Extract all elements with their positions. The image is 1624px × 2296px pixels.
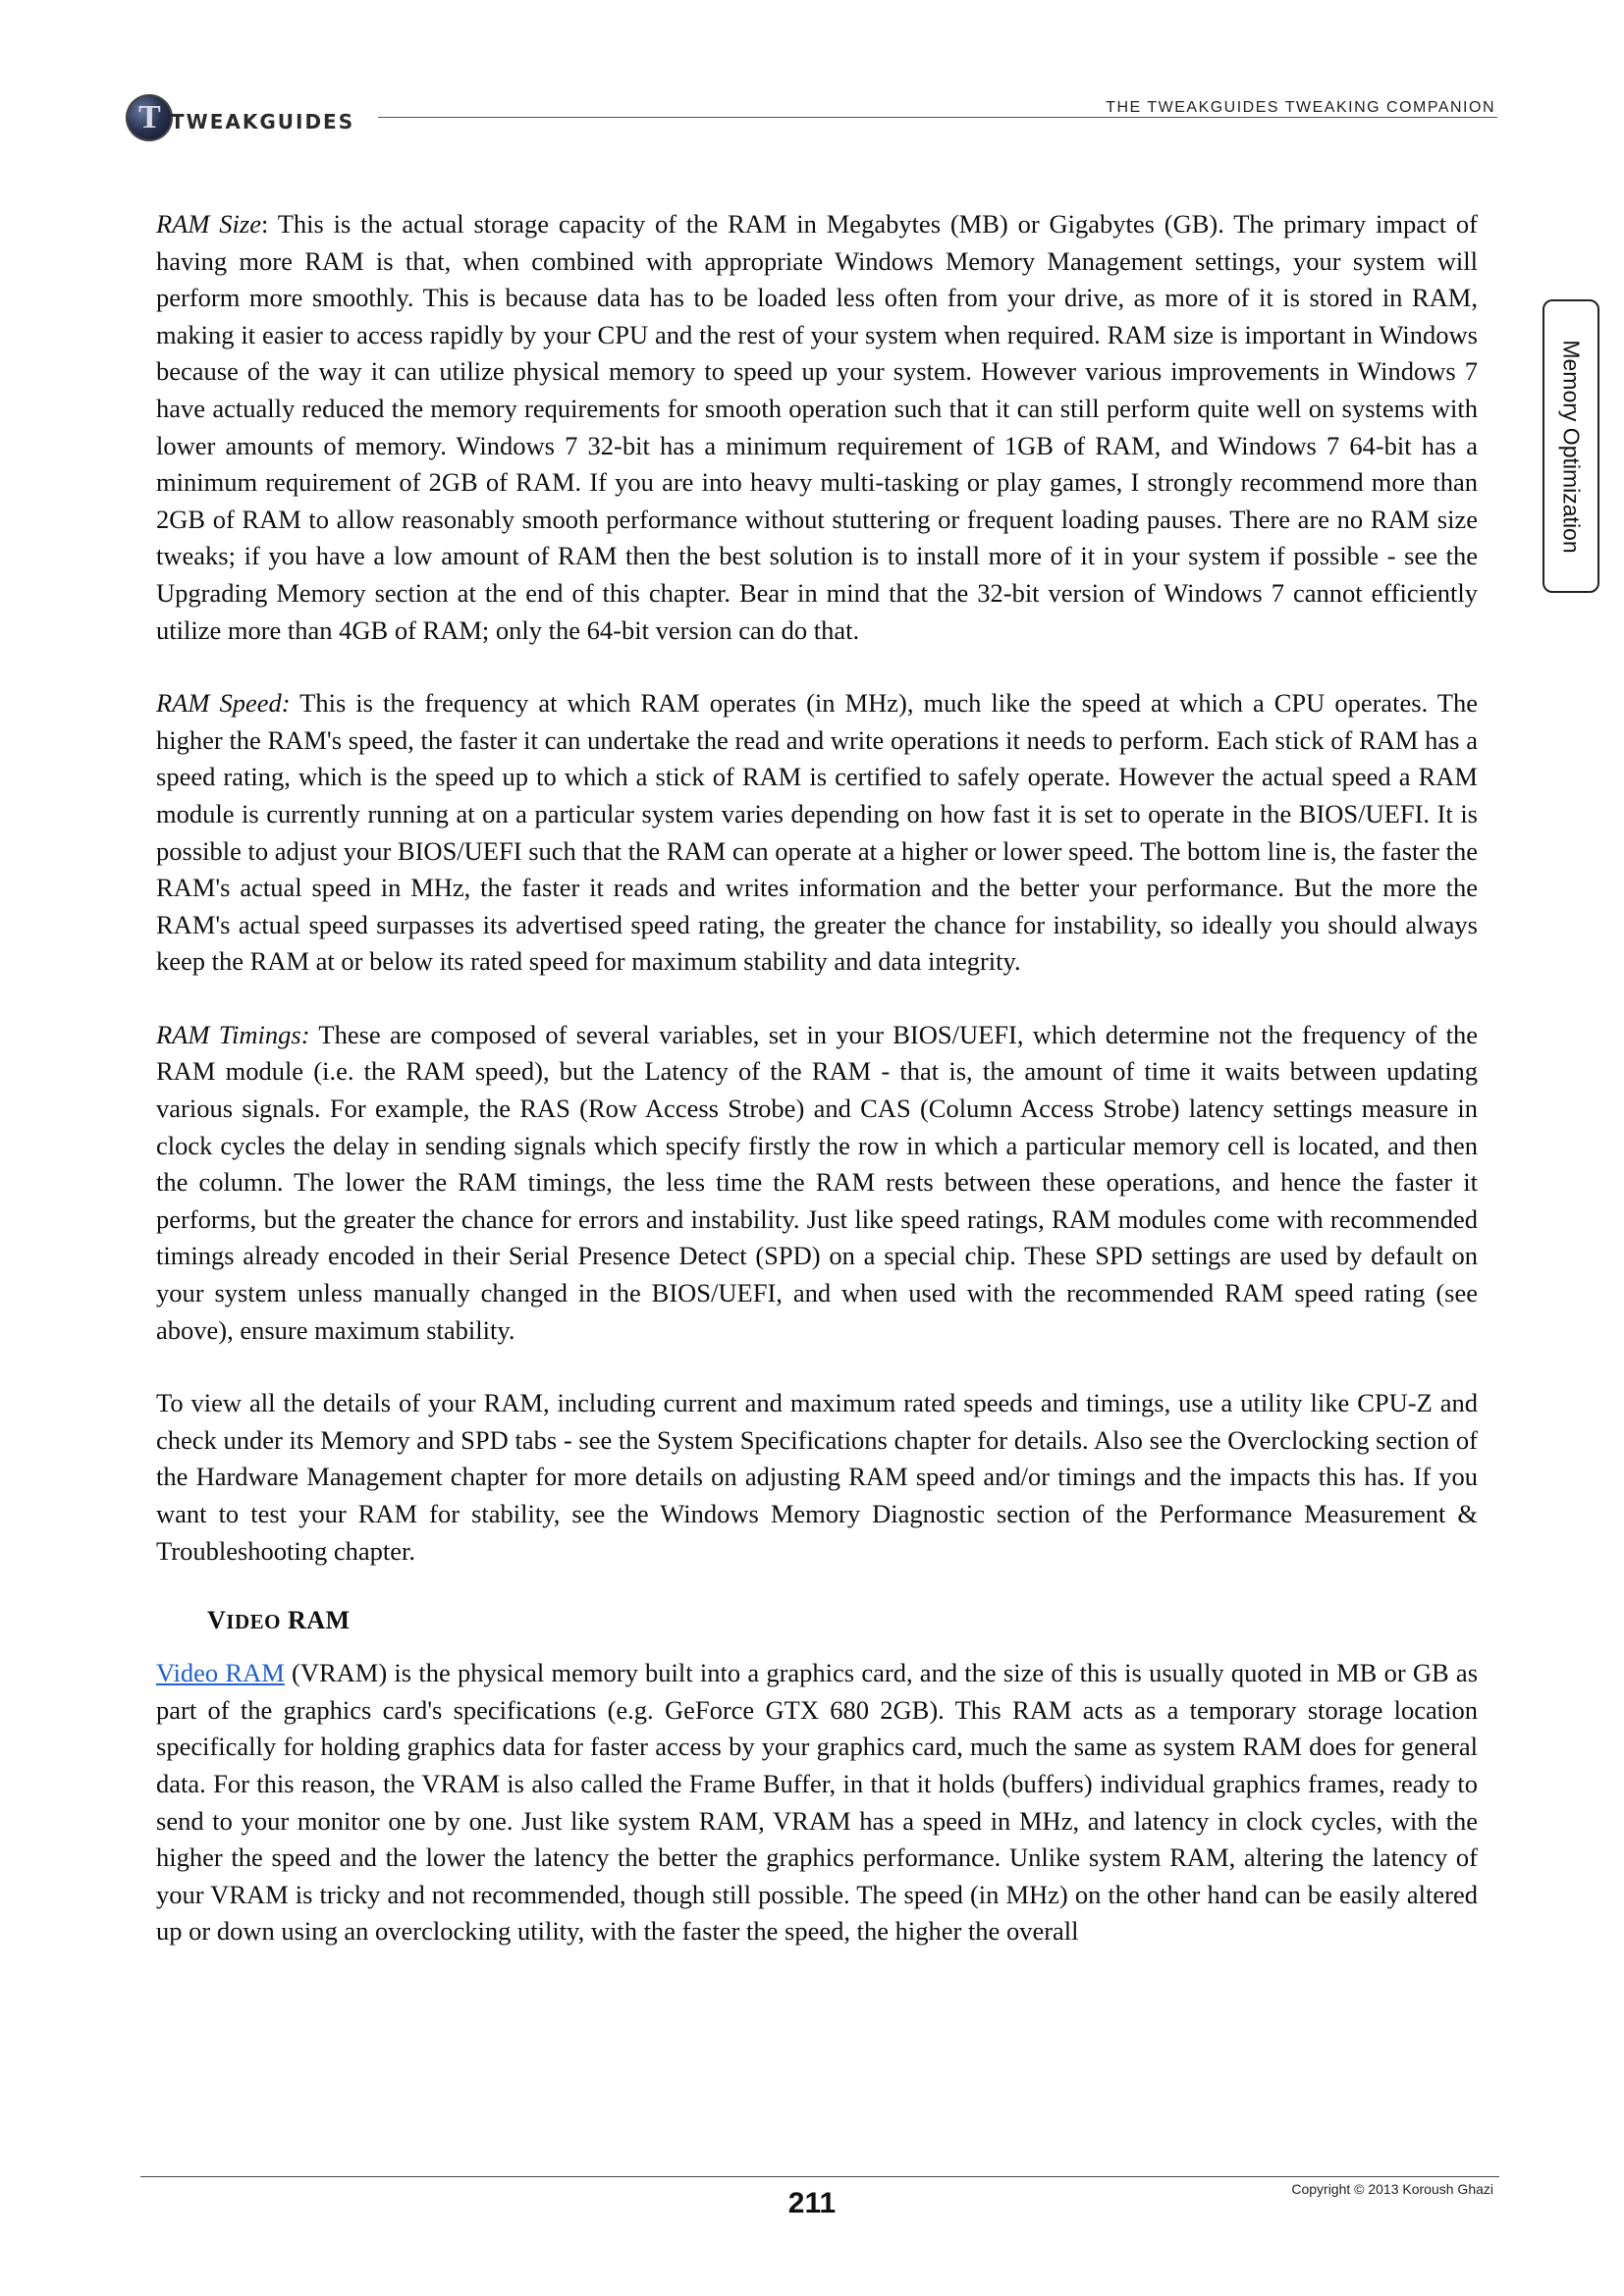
header-title: THE TWEAKGUIDES TWEAKING COMPANION <box>1106 99 1495 116</box>
globe-icon: T <box>126 94 173 141</box>
section-heading-video-ram: VIDEO RAM <box>207 1606 351 1635</box>
paragraph-ram-timings: RAM Timings: These are composed of several variables, set in your BIOS/UEFI, which determine not the frequency of the RAM module (i.e. the RAM speed), but the Latency of the RAM - that is, the amount of time it waits between updating various signals. For example, the RAS (Row Access Strobe) and CAS (Column Access Strobe) latency settings measure in clock cycles the delay in sending signals which specify firstly the row in which a particular memory cell is located, and then the column. The lower the RAM timings, the less time the RAM rests between these operations, and hence the faster it performs, but the greater the chance for errors and instability. Just like speed ratings, RAM modules come with recommended timings already encoded in their Serial Presence Detect (SPD) on a special chip. These SPD settings are used by default on your system unless manually changed in the BIOS/UEFI, and when used with the recommended RAM speed rating (see above), ensure maximum stability. <box>156 1019 1478 1345</box>
paragraph-ram-speed: RAM Speed: This is the frequency at which RAM operates (in MHz), much like the speed at which a CPU operates. The higher the RAM's speed, the faster it can undertake the read and write operations it needs to perform. Each stick of RAM has a speed rating, which is the speed up to which a stick of RAM is certified to safely operate. However the actual speed a RAM module is currently running at on a particular system varies depending on how fast it is set to operate in the BIOS/UEFI. It is possible to adjust your BIOS/UEFI such that the RAM can operate at a higher or lower speed. The bottom line is, the faster the RAM's actual speed in MHz, the faster it reads and writes information and the better your performance. But the more the RAM's actual speed surpasses its advertised speed rating, the greater the chance for instability, so ideally you should always keep the RAM at or below its rated speed for maximum stability and data integrity. <box>156 688 1478 977</box>
document-body <box>156 206 1478 1987</box>
tweakguides-logo[interactable] <box>126 94 371 143</box>
paragraph-ram-size: RAM Size: This is the actual storage capacity of the RAM in Megabytes (MB) or Gigabytes (GB). The primary impact of having more RAM is that, when combined with appropriate Windows Memory Management settings, your system will perform more smoothly. This is because data has to be loaded less often from your drive, as more of it is stored in RAM, making it easier to access rapidly by your CPU and the rest of your system when required. RAM size is important in Windows because of the way it can utilize physical memory to speed up your system. However various improvements in Windows 7 have actually reduced the memory requirements for smooth operation such that it can still perform quite well on systems with lower amounts of memory. Windows 7 32-bit has a minimum requirement of 1GB of RAM, and Windows 7 64-bit has a minimum requirement of 2GB of RAM. If you are into heavy multi-tasking or play games, I strongly recommend more than 2GB of RAM to allow reasonably smooth performance without stuttering or frequent loading pauses. There are no RAM size tweaks; if you have a low amount of RAM then the best solution is to install more of it in your system if possible - see the Upgrading Memory section at the end of this chapter. Bear in mind that the 32-bit version of Windows 7 cannot efficiently utilize more than 4GB of RAM; only the 64-bit version can do that. <box>156 209 1479 645</box>
paragraph-video-ram: Video RAM (VRAM) is the physical memory built into a graphics card, and the size of this is usually quoted in MB or GB as part of the graphics card's specifications (e.g. GeForce GTX 680 2GB). This RAM acts as a temporary storage location specifically for holding graphics data for faster access by your graphics card, much the same as system RAM does for general data. For this reason, the VRAM is also called the Frame Buffer, in that it holds (buffers) individual graphics frames, ready to send to your monitor one by one. Just like system RAM, VRAM has a speed in MHz, and latency in clock cycles, with the higher the speed and the lower the latency the better the graphics performance. Unlike system RAM, altering the latency of your VRAM is tricky and not recommended, though still possible. The speed (in MHz) on the other hand can be easily altered up or down using an overclocking utility, with the faster the speed, the higher the overall <box>156 1658 1479 1947</box>
page-number: 211 <box>787 2187 837 2219</box>
chapter-side-tab <box>1543 299 1599 593</box>
footer-divider <box>140 2176 1499 2177</box>
chapter-side-tab-label: Memory Optimization <box>1558 339 1585 554</box>
term-ram-timings: RAM Timings: <box>156 1019 310 1049</box>
page-header <box>0 0 1624 157</box>
header-divider <box>378 117 1497 118</box>
term-ram-size: RAM Size <box>156 209 261 239</box>
copyright-notice: Copyright © 2013 Koroush Ghazi <box>1291 2181 1493 2197</box>
logo-wordmark: TWEAKGUIDES <box>171 110 355 133</box>
video-ram-link[interactable]: Video RAM <box>156 1658 285 1688</box>
paragraph-view-details: To view all the details of your RAM, including current and maximum rated speeds and timings, use a utility like CPU-Z and check under its Memory and SPD tabs - see the System Specifications chapter for details. Also see the Overclocking section of the Hardware Management chapter for more details on adjusting RAM speed and/or timings and the impacts this has. If you want to test your RAM for stability, see the Windows Memory Diagnostic section of the Performance Measurement & Troubleshooting chapter. <box>156 1388 1478 1566</box>
term-ram-speed: RAM Speed: <box>156 688 291 719</box>
